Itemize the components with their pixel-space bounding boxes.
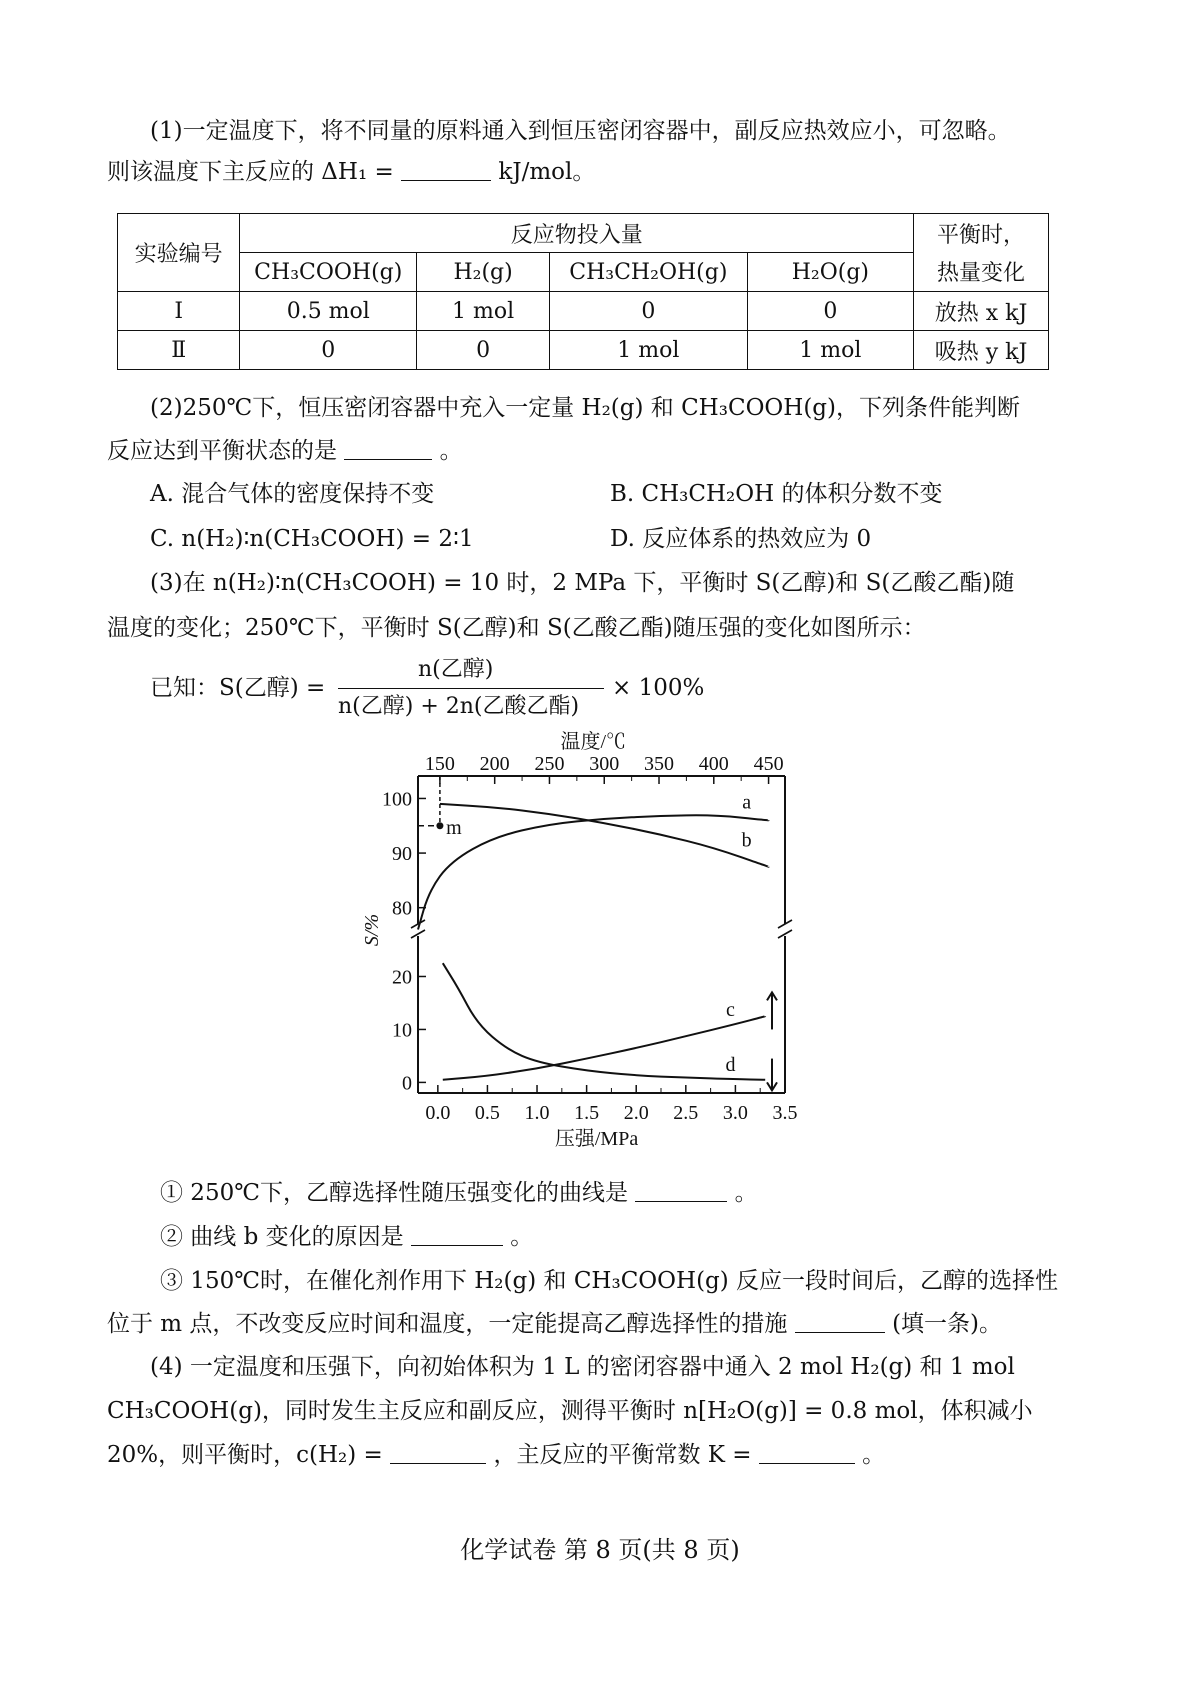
- q3-sub1: [160, 1178, 758, 1208]
- answer-blank-q3-1[interactable]: [635, 1181, 727, 1202]
- table-cell: Ⅱ: [118, 331, 240, 370]
- y-tick-label: 20: [392, 966, 412, 989]
- table-header-group: 反应物投入量: [240, 214, 914, 253]
- y-tick-label: 90: [392, 843, 412, 866]
- curve-d: [443, 963, 765, 1080]
- table-cell: 吸热 y kJ: [914, 331, 1049, 370]
- bottom-tick-label: 1.0: [524, 1102, 550, 1124]
- table-header-id: 实验编号: [118, 214, 240, 292]
- curve-a: [440, 804, 769, 867]
- q4-line3-text: 20%，则平衡时，c(H₂) =: [107, 1442, 383, 1468]
- q2-option-c: C. n(H₂)∶n(CH₃COOH) = 2∶1: [150, 526, 474, 552]
- top-tick-label: 150: [424, 753, 455, 775]
- top-tick-label: 450: [753, 753, 784, 775]
- top-tick-label: 400: [698, 753, 729, 775]
- q4-line1: (4) 一定温度和压强下，向初始体积为 1 L 的密闭容器中通入 2 mol H₂(g) 和 1 mol: [150, 1354, 1015, 1380]
- curve-c: [443, 1016, 765, 1080]
- top-tick-label: 250: [534, 753, 565, 775]
- table-header-species: CH₃COOH(g): [240, 253, 417, 292]
- bottom-tick-label: 3.5: [772, 1102, 798, 1124]
- formula-denominator: n(乙醇) + 2n(乙酸乙酯): [338, 694, 580, 719]
- bottom-tick-label: 0.5: [474, 1102, 500, 1124]
- q4-line3-text-2: ，主反应的平衡常数 K =: [493, 1442, 752, 1468]
- q1-line2-text: 则该温度下主反应的 ΔH₁ =: [107, 159, 394, 185]
- q3-sub3-text: 位于 m 点，不改变反应时间和温度，一定能提高乙醇选择性的措施: [107, 1311, 788, 1337]
- table-cell: 0: [550, 292, 748, 331]
- q2-line2-end: 。: [439, 438, 463, 464]
- answer-blank-k[interactable]: [759, 1443, 855, 1464]
- point-m: [436, 822, 443, 829]
- q3-sub2-end: 。: [510, 1224, 534, 1250]
- formula-suffix: × 100%: [612, 675, 705, 701]
- table-cell: 1 mol: [747, 331, 913, 370]
- top-tick-label: 350: [644, 753, 675, 775]
- q4-line3-end: 。: [862, 1442, 886, 1468]
- y-tick-label: 80: [392, 897, 412, 920]
- top-tick-label: 200: [479, 753, 510, 775]
- table-header-heat-2: 热量变化: [914, 253, 1049, 292]
- table-cell: 放热 x kJ: [914, 292, 1049, 331]
- table-header-heat-1: 平衡时，: [914, 214, 1049, 253]
- table-header-species: H₂O(g): [747, 253, 913, 292]
- bottom-tick-label: 2.5: [673, 1102, 699, 1124]
- q3-sub1-text: ① 250℃下，乙醇选择性随压强变化的曲线是: [160, 1180, 628, 1206]
- answer-blank-q3-3[interactable]: [795, 1312, 885, 1333]
- y-tick-label: 10: [392, 1019, 412, 1042]
- top-tick-label: 300: [589, 753, 620, 775]
- table-cell: Ⅰ: [118, 292, 240, 331]
- y-tick-label: 0: [402, 1072, 412, 1095]
- table-cell: 1 mol: [550, 331, 748, 370]
- curve-label-a: a: [742, 791, 752, 814]
- formula-prefix: 已知：S(乙醇) =: [150, 675, 326, 701]
- bottom-tick-label: 0.0: [425, 1102, 451, 1124]
- q4-line3: [107, 1440, 885, 1470]
- table-cell: 0: [240, 331, 417, 370]
- curve-b: [418, 815, 769, 929]
- q3-sub3-line1: ③ 150℃时，在催化剂作用下 H₂(g) 和 CH₃COOH(g) 反应一段时间后，乙醇的选择性: [160, 1268, 1059, 1294]
- q1-line2-unit: kJ/mol。: [498, 159, 596, 185]
- formula-numerator: n(乙醇): [418, 657, 494, 682]
- q3-sub2: [160, 1222, 533, 1252]
- bottom-tick-label: 2.0: [623, 1102, 649, 1124]
- q2-option-a: A. 混合气体的密度保持不变: [150, 481, 435, 507]
- table-cell: 0: [747, 292, 913, 331]
- q3-sub3-end: (填一条)。: [892, 1311, 1003, 1337]
- curve-label-b: b: [741, 829, 752, 852]
- q3-sub3-line2: [107, 1309, 1002, 1339]
- point-m-label: m: [446, 816, 462, 839]
- q4-line2: CH₃COOH(g)，同时发生主反应和副反应，测得平衡时 n[H₂O(g)] = 0.8 mol，体积减小: [107, 1398, 1033, 1424]
- bottom-tick-label: 1.5: [574, 1102, 600, 1124]
- y-axis-label: S/%: [361, 913, 383, 947]
- top-axis-label: 温度/℃: [560, 731, 627, 753]
- table-header-species: H₂(g): [417, 253, 550, 292]
- y-tick-label: 100: [382, 788, 412, 811]
- q3-line2: 温度的变化；250℃下，平衡时 S(乙醇)和 S(乙酸乙酯)随压强的变化如图所示：: [107, 615, 926, 641]
- q2-line2-text: 反应达到平衡状态的是: [107, 438, 337, 464]
- bottom-axis-label: 压强/MPa: [554, 1128, 639, 1150]
- answer-blank-q3-2[interactable]: [411, 1225, 503, 1246]
- table-cell: 0: [417, 331, 550, 370]
- q3-sub1-end: 。: [734, 1180, 758, 1206]
- q1-line1: (1)一定温度下，将不同量的原料通入到恒压密闭容器中，副反应热效应小，可忽略。: [150, 118, 1011, 144]
- table-cell: 0.5 mol: [240, 292, 417, 331]
- q2-option-b: B. CH₃CH₂OH 的体积分数不变: [610, 481, 943, 507]
- answer-blank-c-h2[interactable]: [390, 1443, 486, 1464]
- q3-line1: (3)在 n(H₂)∶n(CH₃COOH) = 10 时，2 MPa 下，平衡时 S(乙醇)和 S(乙酸乙酯)随: [150, 570, 1015, 596]
- table-header-species: CH₃CH₂OH(g): [550, 253, 748, 292]
- q3-sub2-text: ② 曲线 b 变化的原因是: [160, 1224, 404, 1250]
- curve-label-d: d: [725, 1053, 736, 1076]
- curve-label-c: c: [726, 999, 735, 1022]
- bottom-tick-label: 3.0: [722, 1102, 748, 1124]
- page-footer: 化学试卷 第 8 页(共 8 页): [460, 1536, 740, 1564]
- q2-option-d: D. 反应体系的热效应为 0: [610, 526, 872, 552]
- table-cell: 1 mol: [417, 292, 550, 331]
- q2-line1: (2)250℃下，恒压密闭容器中充入一定量 H₂(g) 和 CH₃COOH(g)，下列条件能判断: [150, 395, 1021, 421]
